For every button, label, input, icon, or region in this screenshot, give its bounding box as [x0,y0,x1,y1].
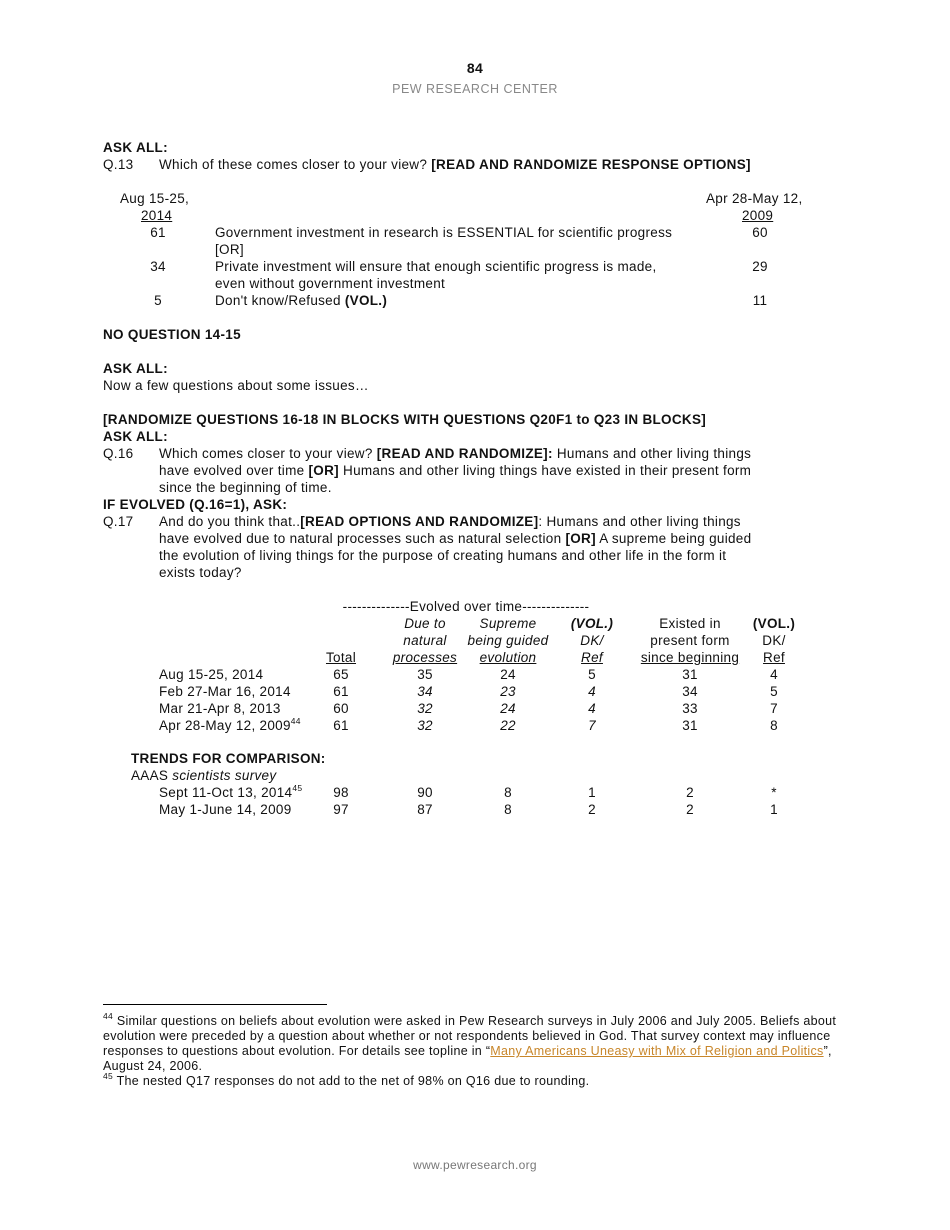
row-label-text: Mar 21-Apr 8, 2013 [159,701,281,716]
cell-natural: 34 [417,684,433,699]
trends-title: TRENDS FOR COMPARISON: [131,751,326,766]
cell-dk1: 4 [588,701,596,716]
row-label-text: Sept 11-Oct 13, 2014 [159,785,293,800]
row-label [159,667,263,682]
cell-dk2: 5 [770,684,778,699]
col-vol1-h2: DK/ [580,633,604,648]
cell-supreme: 23 [500,684,516,699]
q13-row2-label: Private investment will ensure that enough scientific progress is made, [215,259,657,274]
footnote-45-number: 45 [103,1070,114,1081]
cell-total: 65 [333,667,349,682]
row-label-text: May 1-June 14, 2009 [159,802,292,817]
cell-supreme: 8 [504,802,512,817]
col-natural-h2: natural [403,633,447,648]
cell-supreme: 24 [500,701,516,716]
q13-row3-text: Don't know/Refused [215,293,341,308]
q17-line2 [159,531,751,546]
q17-line1-a: And do you think that.. [159,514,301,529]
q13-row3-label [215,293,387,308]
col-total-h: Total [325,650,357,665]
q13-row3-vol: (VOL.) [344,293,388,308]
cell-dk1: 5 [588,667,596,682]
footnote-45 [103,1070,853,1089]
footnote-44-link[interactable]: Many Americans Uneasy with Mix of Religion and Politics [490,1044,824,1058]
row-label [159,802,292,817]
cell-total: 98 [333,785,349,800]
q17-condition: IF EVOLVED (Q.16=1), ASK: [103,497,288,512]
row-label-text: Aug 15-25, 2014 [159,667,264,682]
cell-dk2: * [771,785,777,800]
cell-existed: 2 [686,802,694,817]
q13-row3-2009: 11 [752,293,768,308]
q17-line1 [159,514,741,529]
footnote-ref: 44 [290,715,301,726]
randomize-note: [RANDOMIZE QUESTIONS 16-18 IN BLOCKS WITH QUESTIONS Q20F1 to Q23 IN BLOCKS] [103,412,707,427]
q16-ask-all: ASK ALL: [103,429,168,444]
q17-or: [OR] [565,531,596,546]
q13-col1-year: 2014 [141,208,173,223]
q13-text: Which of these comes closer to your view? [159,157,428,172]
trends-source [131,768,276,783]
table-span-header: --------------Evolved over time-------------- [342,599,590,614]
cell-supreme: 8 [504,785,512,800]
row-label-text: Apr 28-May 12, 2009 [159,718,291,733]
col-vol1-h1: (VOL.) [570,616,614,631]
col-vol1-h3: Ref [581,650,603,665]
q13-col2-year: 2009 [742,208,774,223]
cell-supreme: 22 [500,718,516,733]
col-supreme-h2: being guided [467,633,549,648]
q16-instruction: [READ AND RANDOMIZE]: [376,446,553,461]
cell-dk1: 1 [588,785,596,800]
q13-col2-head: Apr 28-May 12, [706,191,803,206]
cell-dk2: 7 [770,701,778,716]
footnote-45-text: The nested Q17 responses do not add to the net of 98% on Q16 due to rounding. [116,1074,590,1088]
q13-col1-head: Aug 15-25, [120,191,190,206]
no-question-note: NO QUESTION 14-15 [103,327,241,342]
intro-text: Now a few questions about some issues… [103,378,369,393]
q17-line1-c: : Humans and other living things [538,514,741,529]
cell-total: 61 [333,718,349,733]
cell-dk2: 4 [770,667,778,682]
q13-row2-2014: 34 [150,259,166,274]
cell-existed: 33 [682,701,698,716]
col-supreme-h3: evolution [479,650,537,665]
cell-total: 60 [333,701,349,716]
cell-existed: 31 [682,718,698,733]
q16-line1 [159,446,751,461]
q16-or: [OR] [308,463,339,478]
col-supreme-h1: Supreme [479,616,537,631]
q13-row1-or: [OR] [215,242,244,257]
q13-row2-2009: 29 [752,259,768,274]
row-label [159,782,303,800]
col-vol2-h2: DK/ [762,633,786,648]
q16-line3: since the beginning of time. [159,480,332,495]
cell-natural: 90 [417,785,433,800]
q17-instruction: [READ OPTIONS AND RANDOMIZE] [300,514,539,529]
cell-existed: 31 [682,667,698,682]
cell-natural: 35 [417,667,433,682]
cell-existed: 34 [682,684,698,699]
col-natural-h1: Due to [404,616,446,631]
trends-source-org: AAAS [131,768,169,783]
cell-natural: 87 [417,802,433,817]
col-vol2-h3: Ref [763,650,785,665]
intro-ask-all: ASK ALL: [103,361,168,376]
q13-row3-2014: 5 [154,293,162,308]
footnote-rule [103,1004,327,1005]
q13-number: Q.13 [103,157,134,172]
q13-row2-label-cont: even without government investment [215,276,446,291]
row-label [159,684,291,699]
q17-line2-c: A supreme being guided [599,531,752,546]
q16-line1-c: Humans and other living things [556,446,752,461]
q16-line1-a: Which comes closer to your view? [159,446,373,461]
footnote-44 [103,1010,853,1074]
q16-number: Q.16 [103,446,134,461]
cell-existed: 2 [686,785,694,800]
q13-row1-label: Government investment in research is ESSENTIAL for scientific progress [215,225,673,240]
cell-dk2: 1 [770,802,778,817]
row-label-text: Feb 27-Mar 16, 2014 [159,684,291,699]
q13-row1-2014: 61 [150,225,166,240]
q13-ask-all: ASK ALL: [103,140,168,155]
org-header: PEW RESEARCH CENTER [392,82,558,96]
row-label [159,701,281,716]
footnote-ref: 45 [292,782,303,793]
trends-source-survey: scientists survey [172,768,277,783]
cell-dk1: 2 [588,802,596,817]
q16-line2 [159,463,751,478]
cell-total: 61 [333,684,349,699]
q13-instruction: [READ AND RANDOMIZE RESPONSE OPTIONS] [431,157,751,172]
footnote-44-text: Similar questions on beliefs about evolution were asked in Pew Research surveys in July 2006 and July 2005. Beliefs about evolution were preceded by a question about whether or not respondents believed in God. That survey context may influence responses to questions about evolution. For details see topline in “ [103,1014,837,1058]
q13-row1-2009: 60 [752,225,768,240]
cell-dk1: 7 [588,718,596,733]
q17-line2-a: have evolved due to natural processes such as natural selection [159,531,562,546]
cell-total: 97 [333,802,349,817]
footnote-44-number: 44 [103,1010,114,1021]
col-natural-h3: processes [392,650,458,665]
footnote-44-date: ”, August 24, 2006. [103,1044,832,1073]
q13-question [159,157,751,172]
col-vol2-h1: (VOL.) [752,616,796,631]
q16-line2-a: have evolved over time [159,463,305,478]
page-number: 84 [466,60,484,76]
cell-dk1: 4 [588,684,596,699]
col-existed-h1: Existed in [659,616,721,631]
row-label [159,715,301,733]
col-existed-h2: present form [650,633,730,648]
footer-url: www.pewresearch.org [413,1158,537,1172]
q17-number: Q.17 [103,514,134,529]
q17-line4: exists today? [159,565,242,580]
cell-natural: 32 [417,718,433,733]
col-existed-h3: since beginning [640,650,740,665]
q17-line3: the evolution of living things for the purpose of creating humans and other life in the form it [159,548,727,563]
cell-natural: 32 [417,701,433,716]
cell-supreme: 24 [500,667,516,682]
cell-dk2: 8 [770,718,778,733]
q16-line2-c: Humans and other living things have existed in their present form [343,463,752,478]
